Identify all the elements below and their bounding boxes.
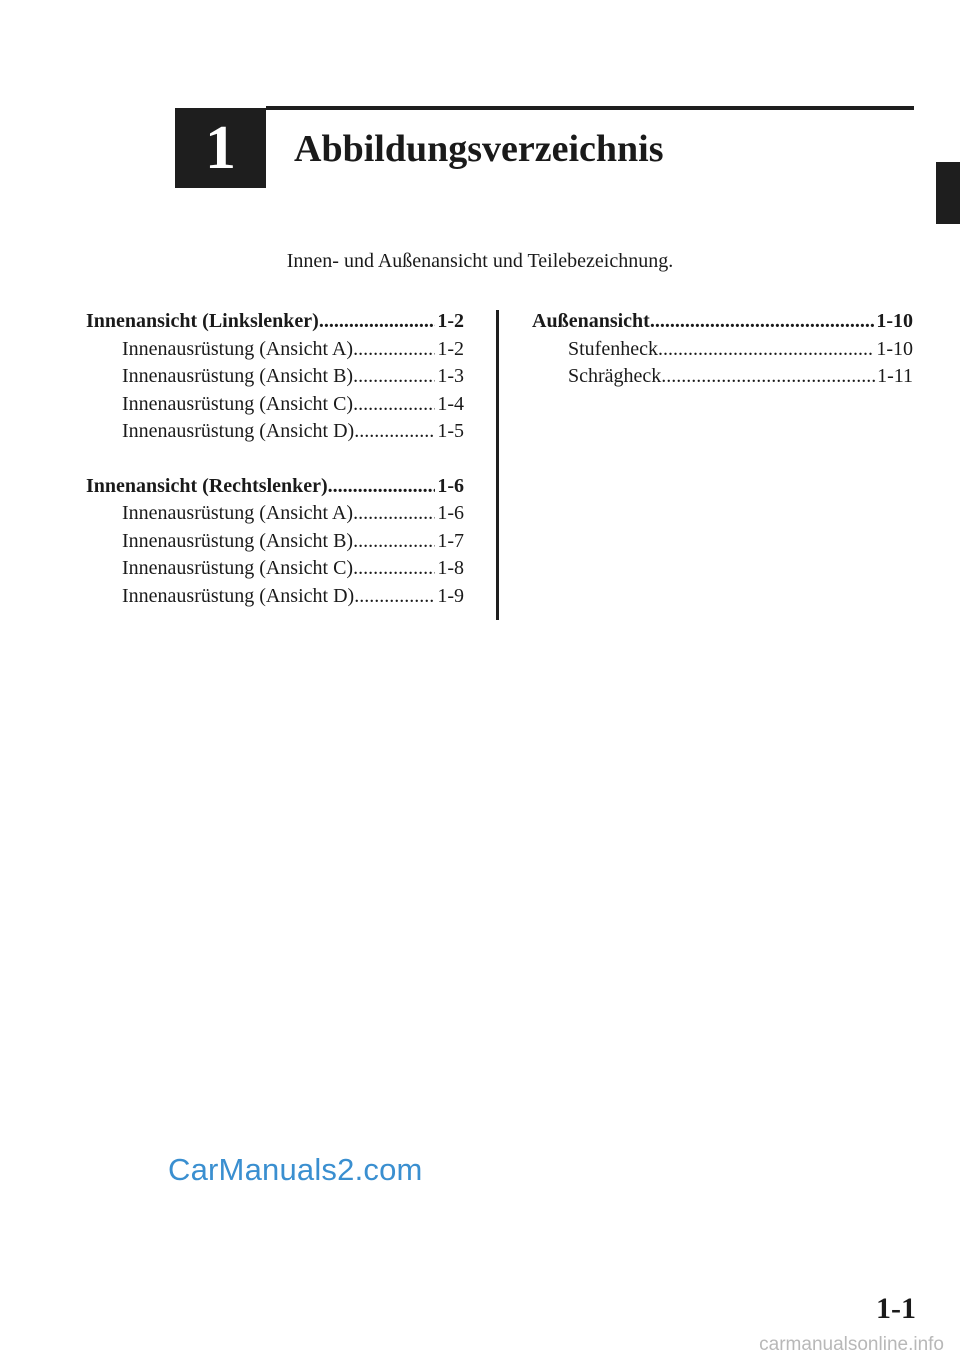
toc-entry-page: 1-4 <box>437 392 464 415</box>
group-spacer <box>86 446 464 473</box>
dot-leader <box>353 555 435 583</box>
toc-entry-title: Innenausrüstung (Ansicht D) <box>122 584 355 607</box>
dot-leader <box>354 418 435 446</box>
toc-entry-page: 1-5 <box>437 420 464 442</box>
toc-entry-sub[interactable] <box>86 528 464 556</box>
toc-entry-sub[interactable] <box>532 363 913 391</box>
header-rule <box>266 106 914 110</box>
dot-leader <box>353 363 435 391</box>
toc-entry-title: Innenausrüstung (Ansicht A) <box>122 502 354 524</box>
chapter-subtitle: Innen- und Außenansicht und Teilebezeichnung. <box>286 250 674 272</box>
toc-entry-page: 1-7 <box>437 529 464 552</box>
toc-entry-title: Innenausrüstung (Ansicht A) <box>122 337 354 360</box>
toc-entry-page: 1-10 <box>876 310 913 332</box>
toc-entry-title: Innenausrüstung (Ansicht C) <box>122 392 354 415</box>
dot-leader <box>354 583 435 611</box>
toc-entry-sub[interactable] <box>86 336 464 364</box>
toc-entry-title: Schrägheck <box>568 365 662 387</box>
toc-left-column <box>86 308 464 610</box>
column-divider <box>496 310 499 620</box>
toc-entry-title: Innenausrüstung (Ansicht B) <box>122 529 354 552</box>
toc-entry-sub[interactable] <box>86 391 464 419</box>
toc-entry-page: 1-10 <box>876 337 913 360</box>
chapter-title: Abbildungsverzeichnis <box>294 128 664 170</box>
toc-entry-title: Stufenheck <box>568 337 658 360</box>
toc-entry-sub[interactable] <box>86 500 464 528</box>
dot-leader <box>658 336 874 364</box>
toc-entry-title: Innenansicht (Rechtslenker) <box>86 474 328 497</box>
toc-entry-page: 1-6 <box>437 502 464 524</box>
toc-entry-page: 1-9 <box>437 584 464 607</box>
toc-entry-title: Innenansicht (Linkslenker) <box>86 310 319 332</box>
footer-watermark: carmanualsonline.info <box>759 1334 944 1355</box>
toc-entry-page: 1-2 <box>437 337 464 360</box>
dot-leader <box>353 336 435 364</box>
toc-entry-page: 1-3 <box>437 365 464 387</box>
watermark-logo: CarManuals2.com <box>168 1152 423 1187</box>
page-number: 1-1 <box>876 1292 916 1325</box>
dot-leader <box>328 473 436 501</box>
dot-leader <box>353 500 435 528</box>
dot-leader <box>319 308 435 336</box>
toc-entry-main[interactable] <box>86 473 464 501</box>
chapter-number-box <box>175 108 266 188</box>
toc-entry-title: Innenausrüstung (Ansicht D) <box>122 420 355 442</box>
toc-entry-title: Innenausrüstung (Ansicht C) <box>122 557 354 579</box>
toc-entry-sub[interactable] <box>86 363 464 391</box>
toc-entry-sub[interactable] <box>86 583 464 611</box>
toc-right-column <box>532 308 913 391</box>
chapter-side-tab <box>936 162 960 224</box>
dot-leader <box>661 363 875 391</box>
toc-entry-title: Außenansicht <box>532 310 650 332</box>
toc-entry-page: 1-8 <box>437 557 464 579</box>
toc-entry-page: 1-2 <box>437 310 464 332</box>
toc-entry-page: 1-11 <box>877 365 913 387</box>
toc-entry-main[interactable] <box>86 308 464 336</box>
toc-entry-title: Innenausrüstung (Ansicht B) <box>122 365 354 387</box>
dot-leader <box>650 308 875 336</box>
toc-entry-sub[interactable] <box>532 336 913 364</box>
toc-entry-sub[interactable] <box>86 418 464 446</box>
toc-entry-page: 1-6 <box>437 474 464 497</box>
dot-leader <box>353 528 435 556</box>
toc-entry-main[interactable] <box>532 308 913 336</box>
chapter-number: 1 <box>205 113 236 182</box>
toc-entry-sub[interactable] <box>86 555 464 583</box>
dot-leader <box>353 391 435 419</box>
